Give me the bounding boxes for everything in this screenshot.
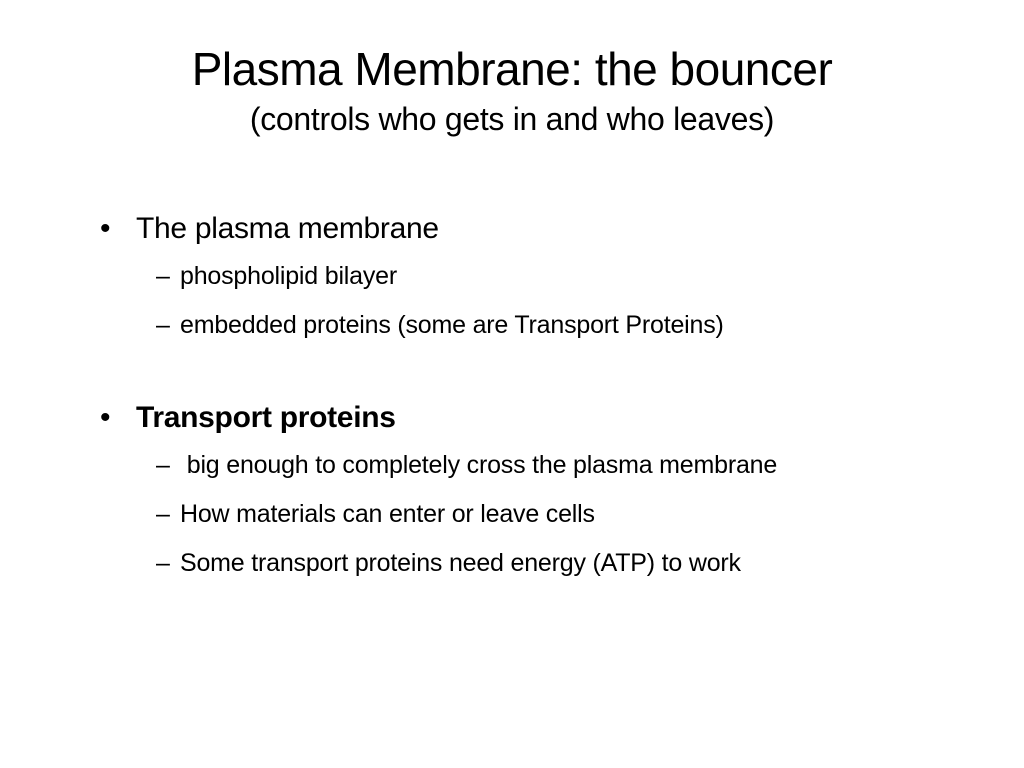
bullet-transport-proteins [100, 395, 980, 441]
sub-bullet [100, 252, 980, 301]
title-block [0, 40, 1024, 140]
dash-icon: – [156, 451, 170, 479]
sub-bullet [100, 441, 980, 490]
dash-icon: – [156, 549, 170, 577]
slide-subtitle: (controls who gets in and who leaves) [249, 101, 775, 137]
sub-bullet-text: Some transport proteins need energy (ATP) to work [180, 549, 741, 577]
sub-bullet-text: big enough to completely cross the plasma membrane [180, 451, 778, 479]
section-spacer [100, 350, 980, 395]
bullet-plasma-membrane [100, 206, 980, 252]
sub-bullet-text: How materials can enter or leave cells [180, 500, 595, 528]
sub-bullet [100, 490, 980, 539]
sub-bullet-text: phospholipid bilayer [180, 262, 397, 290]
dash-icon: – [156, 500, 170, 528]
dash-icon: – [156, 262, 170, 290]
bullet-text: The plasma membrane [136, 212, 439, 245]
dash-icon: – [156, 311, 170, 339]
sub-bullet-text: embedded proteins (some are Transport Proteins) [180, 311, 724, 339]
sub-bullet [100, 539, 980, 588]
bullet-icon: • [100, 212, 111, 245]
slide-content [100, 206, 980, 588]
bullet-text: Transport proteins [136, 401, 396, 434]
bullet-icon: • [100, 401, 111, 434]
slide-title: Plasma Membrane: the bouncer [191, 43, 833, 95]
sub-bullet [100, 301, 980, 350]
